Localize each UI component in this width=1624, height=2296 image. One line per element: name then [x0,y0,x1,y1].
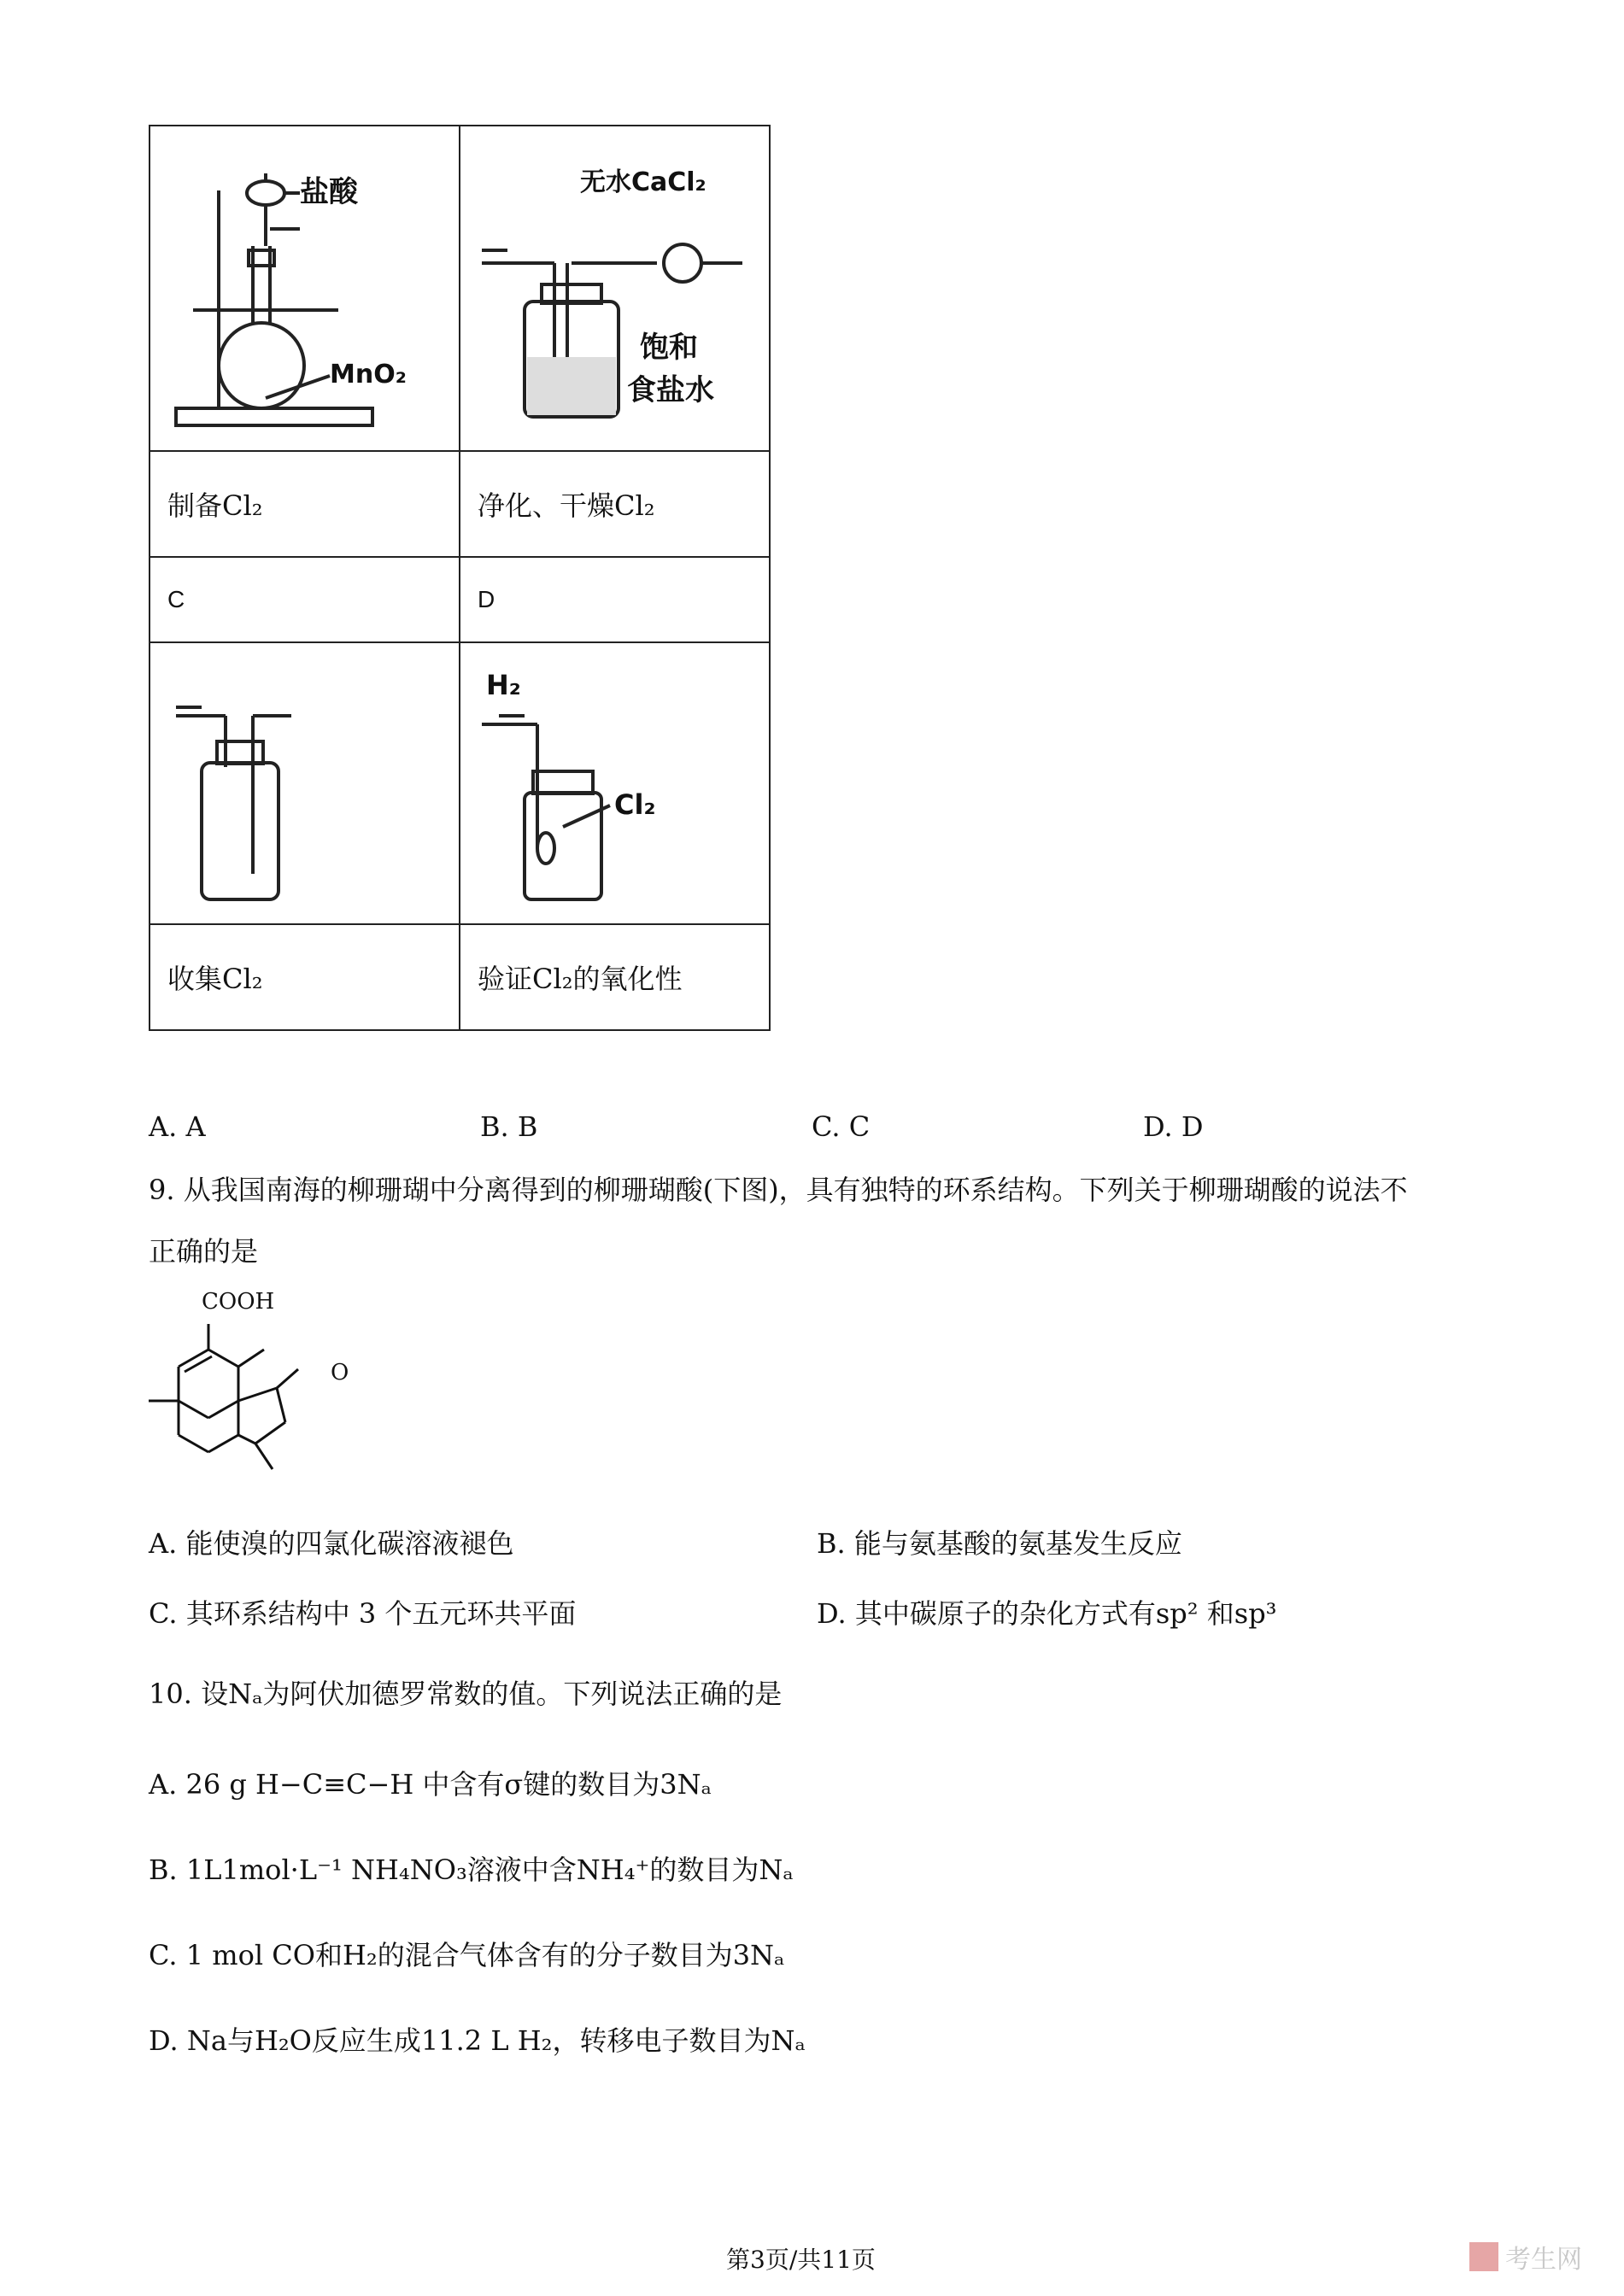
svg-text:盐酸: 盐酸 [300,175,358,209]
gorgonian-acid-structure [149,1281,371,1486]
q9-option-a: A. 能使溴的四氯化碳溶液褪色 [149,1527,514,1560]
svg-text:无水CaCl₂: 无水CaCl₂ [580,167,706,197]
watermark-logo-icon [1469,2242,1498,2271]
verify-oxidation-apparatus [460,643,769,920]
svg-text:Cl₂: Cl₂ [614,788,656,821]
apparatus-b-label: 净化、干燥Cl₂ [460,451,770,557]
q8-option-d: D. D [1143,1110,1204,1143]
apparatus-a-label: 制备Cl₂ [150,451,460,557]
apparatus-c-image [150,642,460,924]
q8-option-b: B. B [480,1110,538,1143]
collect-chlorine-apparatus [150,643,459,920]
apparatus-b-image [460,126,770,451]
svg-text:H₂: H₂ [486,669,521,701]
q10-option-a: A. 26 g H−C≡C−H 中含有σ键的数目为3Nₐ [149,1768,712,1801]
svg-text:饱和: 饱和 [640,331,698,365]
q9-stem-line2: 正确的是 [149,1235,259,1268]
apparatus-table [149,125,771,1031]
q10-option-d: D. Na与H₂O反应生成11.2 L H₂，转移电子数目为Nₐ [149,2024,806,2057]
q8-option-a: A. A [149,1110,206,1143]
q10-option-b: B. 1L1mol·L⁻¹ NH₄NO₃溶液中含NH₄⁺的数目为Nₐ [149,1854,794,1886]
chlorine-preparation-apparatus [150,126,459,447]
apparatus-c-label: 收集Cl₂ [150,924,460,1030]
purify-dry-apparatus [460,126,769,447]
q9-option-b: B. 能与氨基酸的氨基发生反应 [817,1527,1182,1560]
watermark: 考生网 [1469,2238,1582,2276]
svg-text:MnO₂: MnO₂ [330,360,407,390]
q10-option-c: C. 1 mol CO和H₂的混合气体含有的分子数目为3Nₐ [149,1939,785,1971]
q9-option-d: D. 其中碳原子的杂化方式有sp² 和sp³ [817,1597,1277,1630]
apparatus-d-letter: D [460,557,770,642]
apparatus-c-letter: C [150,557,460,642]
apparatus-d-label: 验证Cl₂的氧化性 [460,924,770,1030]
q9-option-c: C. 其环系结构中 3 个五元环共平面 [149,1597,577,1630]
carbonyl-o-label: O [331,1360,349,1385]
cooh-label: COOH [202,1289,275,1315]
q8-option-c: C. C [812,1110,871,1143]
svg-text:食盐水: 食盐水 [627,373,714,407]
apparatus-a-image [150,126,460,451]
apparatus-d-image [460,642,770,924]
page-footer: 第3页/共11页 [726,2246,876,2274]
q9-stem-line1: 9. 从我国南海的柳珊瑚中分离得到的柳珊瑚酸(下图)，具有独特的环系结构。下列关于柳珊瑚酸的说法不 [149,1174,1408,1206]
q10-stem: 10. 设Nₐ为阿伏加德罗常数的值。下列说法正确的是 [149,1678,783,1710]
